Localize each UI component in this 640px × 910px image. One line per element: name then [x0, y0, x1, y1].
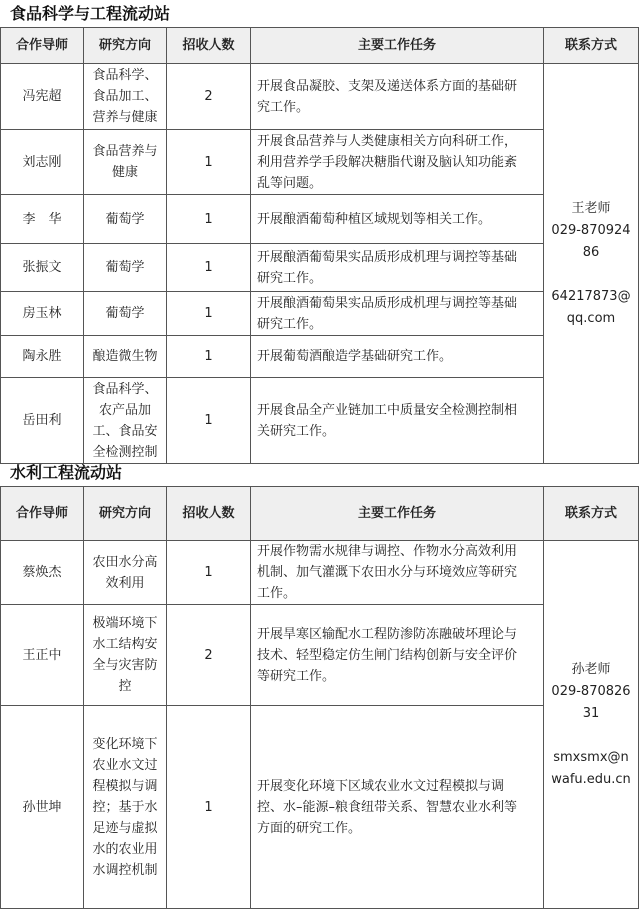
recruit-count: 1: [167, 195, 251, 244]
advisor-name: 张振文: [1, 244, 84, 292]
header-count: 招收人数: [167, 28, 251, 64]
recruit-count: 1: [167, 130, 251, 195]
recruit-count: 1: [167, 244, 251, 292]
main-task: 开展酿酒葡萄种植区域规划等相关工作。: [251, 195, 544, 244]
header-advisor: 合作导师: [1, 487, 84, 541]
main-task: 开展变化环境下区域农业水文过程模拟与调控、水–能源–粮食纽带关系、智慧农业水利等方面的研究工作。: [251, 706, 544, 909]
advisor-name: 李 华: [1, 195, 84, 244]
research-direction: 变化环境下农业水文过程模拟与调控；基于水足迹与虚拟水的农业用水调控机制: [84, 706, 167, 909]
advisor-name: 孙世坤: [1, 706, 84, 909]
advisor-name: 冯宪超: [1, 64, 84, 130]
main-task: 开展酿酒葡萄果实品质形成机理与调控等基础研究工作。: [251, 292, 544, 336]
recruit-count: 1: [167, 378, 251, 464]
table-row: [1, 605, 639, 706]
advisor-name: 王正中: [1, 605, 84, 706]
contact-phone: 029-87092486: [551, 222, 631, 260]
water-table: [0, 486, 639, 909]
recruit-count: 1: [167, 706, 251, 909]
contact-person: 王老师: [571, 200, 611, 216]
research-direction: 农田水分高效利用: [84, 541, 167, 605]
table-row: [1, 64, 639, 130]
contact-person: 孙老师: [571, 661, 611, 677]
header-direction: 研究方向: [84, 28, 167, 64]
research-direction: 食品科学、食品加工、营养与健康: [84, 64, 167, 130]
research-direction: 葡萄学: [84, 292, 167, 336]
section-title-water: 水利工程流动站: [10, 463, 123, 482]
header-advisor: 合作导师: [1, 28, 84, 64]
table-row: [1, 378, 639, 464]
table-row: [1, 292, 639, 336]
table-header-row: [1, 28, 639, 64]
contact-email[interactable]: smxsmx@nwafu.edu.cn: [551, 749, 631, 787]
header-contact: 联系方式: [544, 487, 639, 541]
research-direction: 葡萄学: [84, 195, 167, 244]
main-task: 开展酿酒葡萄果实品质形成机理与调控等基础研究工作。: [251, 244, 544, 292]
advisor-name: 蔡焕杰: [1, 541, 84, 605]
main-task: 开展食品凝胶、支架及递送体系方面的基础研究工作。: [251, 64, 544, 130]
header-count: 招收人数: [167, 487, 251, 541]
recruit-count: 1: [167, 336, 251, 378]
recruit-count: 2: [167, 64, 251, 130]
food-table: [0, 27, 639, 464]
table-row: [1, 541, 639, 605]
header-contact: 联系方式: [544, 28, 639, 64]
research-direction: 极端环境下水工结构安全与灾害防控: [84, 605, 167, 706]
table-row: [1, 130, 639, 195]
main-task: 开展旱寒区输配水工程防渗防冻融破坏理论与技术、轻型稳定仿生闸门结构创新与安全评价等研究工作。: [251, 605, 544, 706]
recruit-count: 1: [167, 292, 251, 336]
table-row: [1, 706, 639, 909]
header-task: 主要工作任务: [251, 487, 544, 541]
advisor-name: 岳田利: [1, 378, 84, 464]
contact-email[interactable]: 64217873@qq.com: [551, 288, 631, 326]
research-direction: 葡萄学: [84, 244, 167, 292]
table-row: [1, 244, 639, 292]
research-direction: 酿造微生物: [84, 336, 167, 378]
main-task: 开展食品营养与人类健康相关方向科研工作，利用营养学手段解决糖脂代谢及脑认知功能紊乱等问题。: [251, 130, 544, 195]
research-direction: 食品科学、农产品加工、食品安全检测控制: [84, 378, 167, 464]
table-row: [1, 336, 639, 378]
recruit-count: 1: [167, 541, 251, 605]
table-header-row: [1, 487, 639, 541]
main-task: 开展作物需水规律与调控、作物水分高效利用机制、加气灌溉下农田水分与环境效应等研究工作。: [251, 541, 544, 605]
advisor-name: 刘志刚: [1, 130, 84, 195]
contact-cell: [544, 64, 639, 464]
header-task: 主要工作任务: [251, 28, 544, 64]
header-direction: 研究方向: [84, 487, 167, 541]
contact-cell: [544, 541, 639, 909]
section-title-food: 食品科学与工程流动站: [10, 4, 171, 23]
contact-phone: 029-87082631: [551, 683, 631, 721]
main-task: 开展葡萄酒酿造学基础研究工作。: [251, 336, 544, 378]
table-row: [1, 195, 639, 244]
main-task: 开展食品全产业链加工中质量安全检测控制相关研究工作。: [251, 378, 544, 464]
advisor-name: 陶永胜: [1, 336, 84, 378]
research-direction: 食品营养与健康: [84, 130, 167, 195]
recruit-count: 2: [167, 605, 251, 706]
advisor-name: 房玉林: [1, 292, 84, 336]
